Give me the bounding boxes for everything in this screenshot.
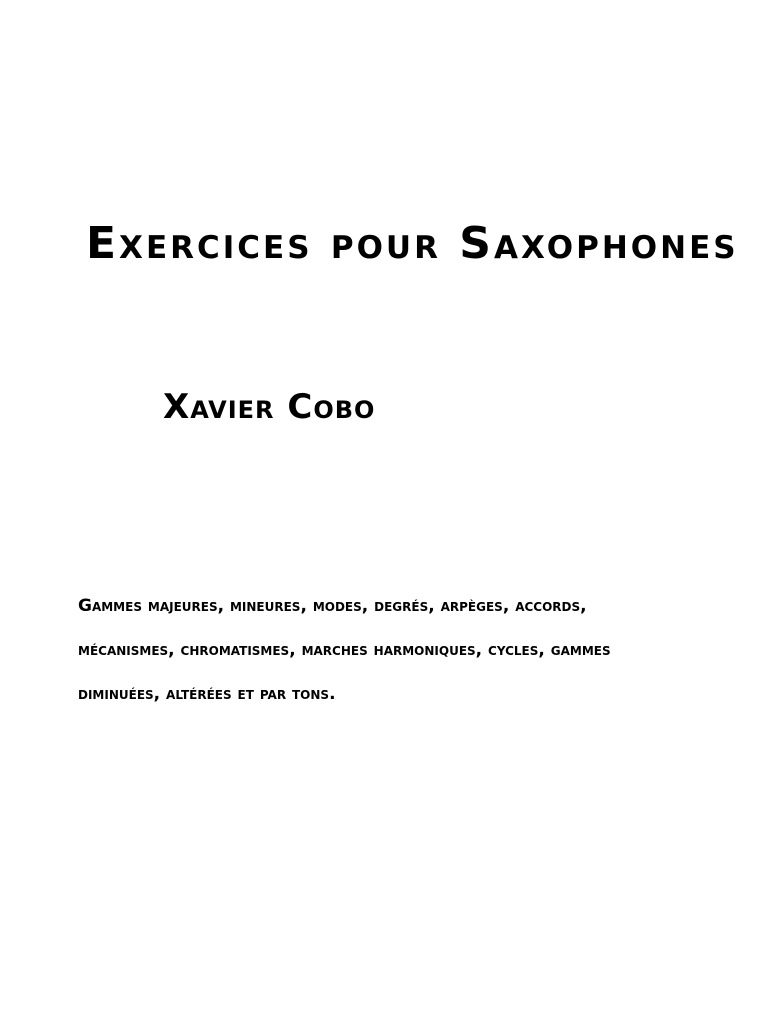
subtitle-line: mécanismes, chromatismes, marches harmoniques, cycles, gammes	[78, 640, 611, 660]
subtitle-line: diminuées, altérées et par tons.	[78, 684, 336, 704]
page-title: Exercices pour Saxophones	[86, 218, 739, 269]
subtitle-line: Gammes majeures, mineures, modes, degrés, arpèges, accords,	[78, 596, 587, 616]
subtitle-description	[78, 584, 678, 716]
author-name: Xavier Cobo	[163, 387, 376, 427]
